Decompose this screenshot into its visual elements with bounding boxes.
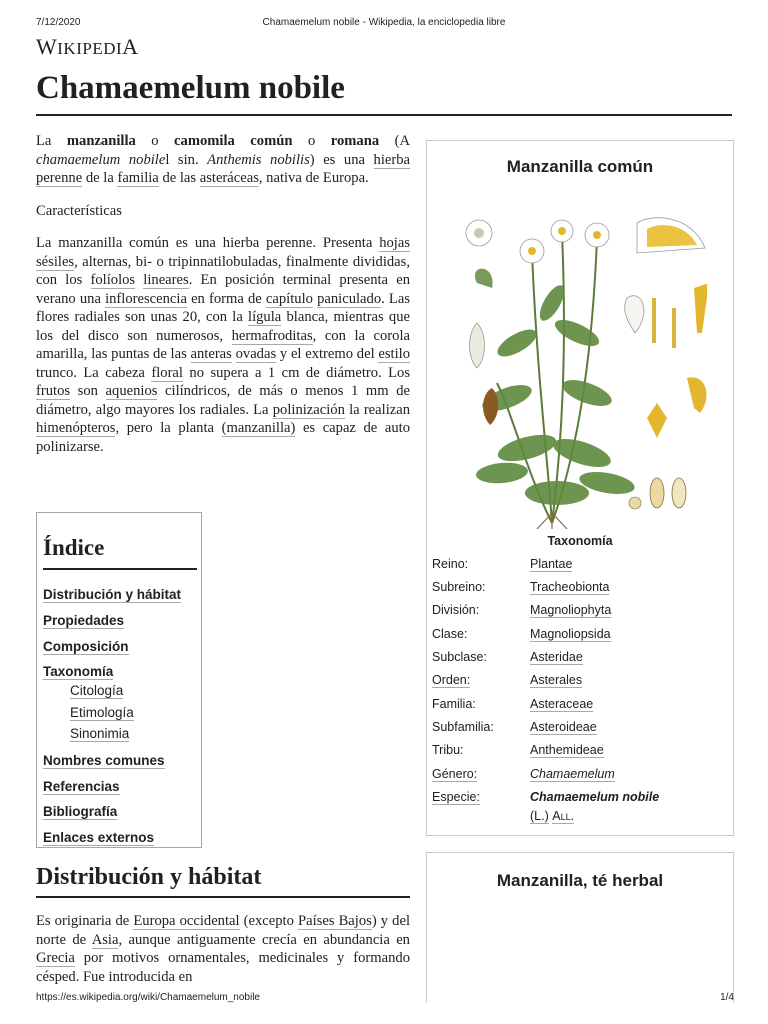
link-asia[interactable]: Asia [91,931,119,948]
print-header [0,15,768,31]
infobox-taxonomy [426,140,734,836]
link-aquenios[interactable]: aquenios [105,383,158,399]
link-tracheobionta[interactable]: Tracheobionta [530,580,610,594]
link-floral[interactable]: floral [151,364,183,381]
toc-item-etimologia[interactable]: Etimología [70,705,134,720]
intro-paragraph: La manzanilla o camomila común o romana (A chamaemelum nobilel sin. Anthemis nobilis) es una hierba perenne de la familia de las asteráceas, nativa de Europa. [36,133,410,186]
link-lineares[interactable]: lineares [143,272,189,288]
section-heading-distribucion: Distribución y hábitat [36,864,262,890]
wikipedia-wordmark[interactable]: WIKIPEDIA [36,34,139,59]
taxonomy-row: Especie: Chamaemelum nobile [432,790,660,804]
link-perenne[interactable]: perenne [36,170,83,186]
infobox-nutrition [426,852,734,1003]
title-divider [36,114,732,116]
infobox2-title: Manzanilla, té herbal [496,871,664,890]
link-linnaeus[interactable]: (L.) [530,809,549,823]
species-author [530,809,574,823]
toc-divider [43,568,197,570]
toc-item-referencias[interactable]: Referencias [43,779,120,794]
link-europa-occidental[interactable]: Europa occidental [133,913,240,929]
link-allioni[interactable]: All. [552,809,575,823]
toc-item-enlaces-externos[interactable]: Enlaces externos [43,830,155,845]
toc-title: Índice [43,535,105,560]
link-himenopteros[interactable]: himenópteros [36,420,116,436]
table-of-contents [36,512,202,848]
link-estilo[interactable]: estilo [378,346,410,362]
taxonomy-row: Reino: Plantae [432,557,573,571]
link-asteraceae[interactable]: Asteraceae [530,697,594,711]
link-asteridae[interactable]: Asteridae [530,650,583,664]
toc-item-citologia[interactable]: Citología [70,683,124,698]
toc-item-taxonomia[interactable]: Taxonomía [43,664,114,679]
link-sesiles[interactable]: sésiles [36,253,75,270]
taxonomy-row: Tribu: Anthemideae [432,743,604,757]
toc-item-composicion[interactable]: Composición [43,639,129,654]
link-hojas[interactable]: hojas [379,235,410,251]
taxonomy-row: Orden: Asterales [432,673,583,687]
print-date: 7/12/2020 [36,17,81,28]
caracteristicas-label: Características [36,202,122,219]
taxonomy-row: Subfamilia: Asteroideae [432,720,597,734]
toc-item-nombres-comunes[interactable]: Nombres comunes [43,753,165,768]
link-polinizacion[interactable]: polinización [272,401,345,418]
link-plantae[interactable]: Plantae [530,557,573,571]
print-url: https://es.wikipedia.org/wiki/Chamaemelum_nobile [36,992,260,1003]
link-frutos[interactable]: frutos [36,383,71,399]
link-chamaemelum[interactable]: Chamaemelum [530,767,615,781]
link-hierba[interactable]: hierba [373,151,410,168]
link-paniculado[interactable]: paniculado [317,290,382,307]
link-grecia[interactable]: Grecia [36,950,75,966]
botanical-illustration[interactable] [457,193,707,529]
toc-item-propiedades[interactable]: Propiedades [43,613,125,628]
taxonomy-heading: Taxonomía [547,534,613,548]
link-anteras[interactable]: anteras [190,346,232,362]
infobox-title: Manzanilla común [506,157,654,176]
link-manzanilla[interactable]: (manzanilla) [221,420,296,436]
link-magnoliopsida[interactable]: Magnoliopsida [530,627,611,641]
link-asteroideae[interactable]: Asteroideae [530,720,597,734]
description-paragraph: La manzanilla común es una hierba perenne. Presenta hojas sésiles, alternas, bi- o tripinnatilobuladas, finalmente divididas, con los folíolos lineares. En posición terminal presenta en verano una inflorescencia en forma de capítulo paniculado. Las flores radiales son unas 20, con la lígula blanca, mientras que los del disco son numerosos, hermafroditas, con la corola amarilla, las puntas de las anteras ovadas y el extremo del estilo trunco. La cabeza floral no supera a 1 cm de diámetro. Los frutos son aquenios cilíndricos, de más o menos 1 mm de diámetro, algo mayores los radiales. La polinización la realizan himenópteros, pero la planta (manzanilla) es capaz de auto polinizarse. [36,235,411,455]
taxonomy-row: Subclase: Asteridae [432,650,583,664]
toc-item-bibliografia[interactable]: Bibliografía [43,804,118,819]
section-divider [36,896,410,898]
taxonomy-row: División: Magnoliophyta [432,603,612,617]
article-body [36,132,410,470]
page-title: Chamaemelum nobile [36,70,345,106]
print-footer [0,992,768,1006]
taxonomy-row: Clase: Magnoliopsida [432,627,611,641]
link-foliolos[interactable]: folíolos [90,272,136,288]
taxonomy-row: Subreino: Tracheobionta [432,580,610,594]
toc-item-sinonimia[interactable]: Sinonimia [70,726,130,741]
print-title: Chamaemelum nobile - Wikipedia, la enciclopedia libre [262,17,506,28]
print-page-number: 1/4 [720,992,734,1003]
link-capitulo[interactable]: capítulo [265,290,313,307]
link-magnoliophyta[interactable]: Magnoliophyta [530,603,612,617]
link-asterales[interactable]: Asterales [530,673,583,687]
link-ovadas[interactable]: ovadas [235,346,277,362]
link-anthemideae[interactable]: Anthemideae [530,743,604,757]
taxonomy-row: Género: Chamaemelum [432,767,615,781]
link-ligula[interactable]: lígula [248,309,282,325]
link-paises-bajos[interactable]: Países Bajos [298,913,372,929]
species-name: Chamaemelum nobile [530,790,660,804]
link-familia[interactable]: familia [117,170,159,186]
link-hermafroditas[interactable]: hermafroditas [231,327,313,344]
section-paragraph: Es originaria de Europa occidental (excepto Países Bajos) y del norte de Asia, aunque antiguamente crecía en abundancia en Grecia por motivos ornamentales, medicinales y formando césped. Fue introducida en [36,913,410,985]
taxonomy-row: Familia: Asteraceae [432,697,594,711]
toc-item-distribucion[interactable]: Distribución y hábitat [43,587,182,602]
link-asteraceas[interactable]: asteráceas [199,170,259,186]
link-inflorescencia[interactable]: inflorescencia [105,290,187,307]
